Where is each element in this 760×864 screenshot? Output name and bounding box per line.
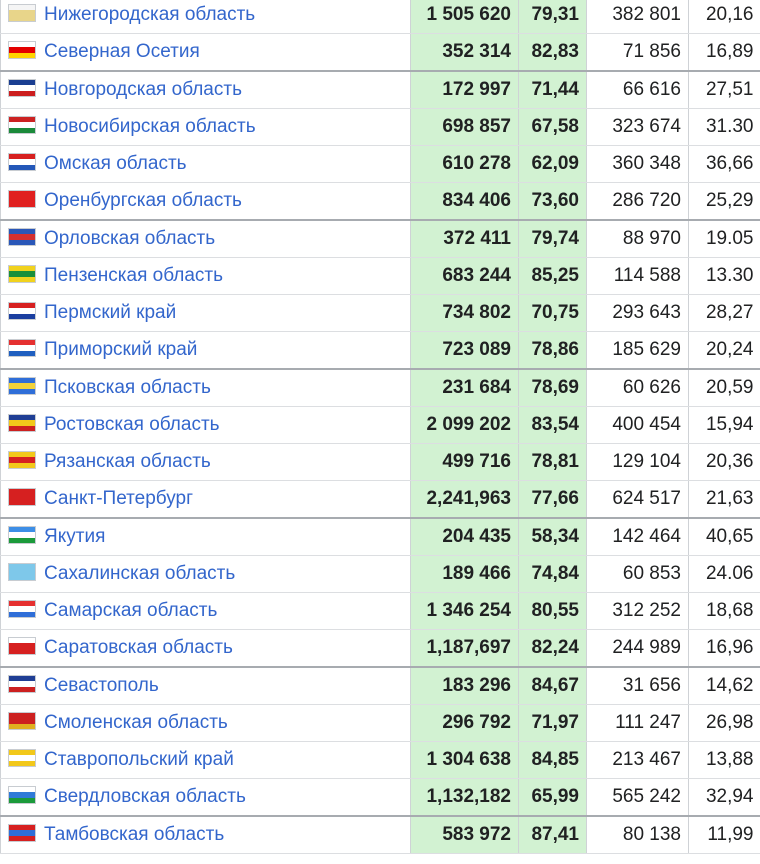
table-row [1, 295, 760, 332]
other-percent-cell: 20,16 [689, 0, 760, 34]
other-votes-cell: 111 247 [587, 705, 689, 742]
votes-cell: 499 716 [411, 444, 519, 481]
votes-cell: 698 857 [411, 109, 519, 146]
region-cell [1, 630, 411, 668]
region-cell [1, 71, 411, 109]
percent-cell: 73,60 [519, 183, 587, 221]
votes-cell: 723 089 [411, 332, 519, 370]
other-percent-cell: 21,63 [689, 481, 760, 519]
percent-cell: 82,24 [519, 630, 587, 668]
region-link[interactable]: Псковская область [44, 376, 211, 398]
region-flag-icon [8, 675, 36, 693]
other-percent-cell: 36,66 [689, 146, 760, 183]
other-percent-cell: 25,29 [689, 183, 760, 221]
region-cell [1, 667, 411, 705]
region-link[interactable]: Сахалинская область [44, 562, 236, 584]
other-votes-cell: 66 616 [587, 71, 689, 109]
table-row [1, 0, 760, 34]
percent-cell: 74,84 [519, 556, 587, 593]
results-table-body [1, 0, 760, 854]
other-votes-cell: 565 242 [587, 779, 689, 817]
percent-cell: 67,58 [519, 109, 587, 146]
region-link[interactable]: Пермский край [44, 301, 177, 323]
other-percent-cell: 32,94 [689, 779, 760, 817]
region-link[interactable]: Оренбургская область [44, 189, 242, 211]
table-row [1, 667, 760, 705]
region-link[interactable]: Севастополь [44, 674, 159, 696]
other-votes-cell: 286 720 [587, 183, 689, 221]
percent-cell: 62,09 [519, 146, 587, 183]
table-row [1, 593, 760, 630]
other-votes-cell: 244 989 [587, 630, 689, 668]
other-votes-cell: 293 643 [587, 295, 689, 332]
region-flag-icon [8, 414, 36, 432]
table-row [1, 183, 760, 221]
votes-cell: 1 346 254 [411, 593, 519, 630]
region-cell [1, 779, 411, 817]
region-flag-icon [8, 600, 36, 618]
region-cell [1, 816, 411, 854]
percent-cell: 70,75 [519, 295, 587, 332]
percent-cell: 65,99 [519, 779, 587, 817]
percent-cell: 78,86 [519, 332, 587, 370]
other-percent-cell: 16,89 [689, 34, 760, 72]
votes-cell: 189 466 [411, 556, 519, 593]
table-row [1, 258, 760, 295]
other-votes-cell: 360 348 [587, 146, 689, 183]
region-cell [1, 444, 411, 481]
region-flag-icon [8, 749, 36, 767]
table-row [1, 518, 760, 556]
votes-cell: 296 792 [411, 705, 519, 742]
region-link[interactable]: Пензенская область [44, 264, 223, 286]
votes-cell: 1 505 620 [411, 0, 519, 34]
table-row [1, 444, 760, 481]
table-row [1, 481, 760, 519]
table-row [1, 816, 760, 854]
table-row [1, 705, 760, 742]
region-link[interactable]: Северная Осетия [44, 40, 200, 62]
region-cell [1, 593, 411, 630]
other-votes-cell: 88 970 [587, 220, 689, 258]
region-cell [1, 183, 411, 221]
other-percent-cell: 18,68 [689, 593, 760, 630]
percent-cell: 77,66 [519, 481, 587, 519]
votes-cell: 2,241,963 [411, 481, 519, 519]
other-votes-cell: 60 853 [587, 556, 689, 593]
other-votes-cell: 142 464 [587, 518, 689, 556]
region-link[interactable]: Саратовская область [44, 636, 233, 658]
other-votes-cell: 31 656 [587, 667, 689, 705]
region-flag-icon [8, 637, 36, 655]
region-cell [1, 295, 411, 332]
other-percent-cell: 28,27 [689, 295, 760, 332]
percent-cell: 78,69 [519, 369, 587, 407]
region-cell [1, 481, 411, 519]
other-percent-cell: 24.06 [689, 556, 760, 593]
region-link[interactable]: Нижегородская область [44, 3, 256, 25]
other-votes-cell: 60 626 [587, 369, 689, 407]
region-cell [1, 369, 411, 407]
other-votes-cell: 323 674 [587, 109, 689, 146]
region-link[interactable]: Якутия [44, 525, 106, 547]
region-flag-icon [8, 339, 36, 357]
votes-cell: 1,187,697 [411, 630, 519, 668]
region-flag-icon [8, 824, 36, 842]
votes-cell: 204 435 [411, 518, 519, 556]
region-cell [1, 332, 411, 370]
region-cell [1, 34, 411, 72]
region-flag-icon [8, 563, 36, 581]
other-percent-cell: 26,98 [689, 705, 760, 742]
votes-cell: 583 972 [411, 816, 519, 854]
other-votes-cell: 213 467 [587, 742, 689, 779]
table-row [1, 630, 760, 668]
region-cell [1, 0, 411, 34]
table-row [1, 556, 760, 593]
region-cell [1, 705, 411, 742]
region-flag-icon [8, 377, 36, 395]
percent-cell: 79,31 [519, 0, 587, 34]
votes-cell: 172 997 [411, 71, 519, 109]
other-votes-cell: 114 588 [587, 258, 689, 295]
votes-cell: 1,132,182 [411, 779, 519, 817]
percent-cell: 84,67 [519, 667, 587, 705]
table-row [1, 109, 760, 146]
region-flag-icon [8, 228, 36, 246]
region-flag-icon [8, 116, 36, 134]
region-link[interactable]: Новгородская область [44, 78, 242, 100]
other-percent-cell: 27,51 [689, 71, 760, 109]
region-flag-icon [8, 79, 36, 97]
votes-cell: 352 314 [411, 34, 519, 72]
votes-cell: 734 802 [411, 295, 519, 332]
other-percent-cell: 20,36 [689, 444, 760, 481]
other-percent-cell: 20,24 [689, 332, 760, 370]
votes-cell: 834 406 [411, 183, 519, 221]
votes-cell: 610 278 [411, 146, 519, 183]
other-percent-cell: 16,96 [689, 630, 760, 668]
region-link[interactable]: Рязанская область [44, 450, 211, 472]
region-link[interactable]: Ставропольский край [44, 748, 234, 770]
region-cell [1, 518, 411, 556]
other-votes-cell: 71 856 [587, 34, 689, 72]
region-link[interactable]: Омская область [44, 152, 187, 174]
region-link[interactable]: Орловская область [44, 227, 216, 249]
region-link[interactable]: Самарская область [44, 599, 218, 621]
table-row [1, 146, 760, 183]
region-link[interactable]: Ростовская область [44, 413, 220, 435]
votes-cell: 183 296 [411, 667, 519, 705]
other-percent-cell: 20,59 [689, 369, 760, 407]
percent-cell: 82,83 [519, 34, 587, 72]
region-cell [1, 407, 411, 444]
votes-cell: 231 684 [411, 369, 519, 407]
votes-cell: 372 411 [411, 220, 519, 258]
region-flag-icon [8, 488, 36, 506]
table-row [1, 407, 760, 444]
percent-cell: 58,34 [519, 518, 587, 556]
other-percent-cell: 40,65 [689, 518, 760, 556]
region-flag-icon [8, 41, 36, 59]
table-row [1, 71, 760, 109]
other-percent-cell: 14,62 [689, 667, 760, 705]
region-link[interactable]: Свердловская область [44, 785, 246, 807]
region-flag-icon [8, 265, 36, 283]
percent-cell: 84,85 [519, 742, 587, 779]
other-percent-cell: 13.30 [689, 258, 760, 295]
region-flag-icon [8, 302, 36, 320]
other-percent-cell: 15,94 [689, 407, 760, 444]
region-flag-icon [8, 712, 36, 730]
table-row [1, 369, 760, 407]
region-flag-icon [8, 451, 36, 469]
votes-cell: 2 099 202 [411, 407, 519, 444]
table-row [1, 332, 760, 370]
votes-cell: 683 244 [411, 258, 519, 295]
region-cell [1, 146, 411, 183]
table-row [1, 34, 760, 72]
table-row [1, 220, 760, 258]
other-votes-cell: 382 801 [587, 0, 689, 34]
percent-cell: 85,25 [519, 258, 587, 295]
other-percent-cell: 13,88 [689, 742, 760, 779]
region-cell [1, 556, 411, 593]
percent-cell: 80,55 [519, 593, 587, 630]
percent-cell: 87,41 [519, 816, 587, 854]
other-votes-cell: 80 138 [587, 816, 689, 854]
table-row [1, 742, 760, 779]
percent-cell: 78,81 [519, 444, 587, 481]
percent-cell: 71,97 [519, 705, 587, 742]
percent-cell: 71,44 [519, 71, 587, 109]
region-link[interactable]: Санкт-Петербург [44, 487, 194, 509]
region-flag-icon [8, 4, 36, 22]
region-link[interactable]: Новосибирская область [44, 115, 256, 137]
other-votes-cell: 400 454 [587, 407, 689, 444]
votes-cell: 1 304 638 [411, 742, 519, 779]
other-percent-cell: 19.05 [689, 220, 760, 258]
region-link[interactable]: Смоленская область [44, 711, 228, 733]
other-percent-cell: 11,99 [689, 816, 760, 854]
region-cell [1, 109, 411, 146]
region-link[interactable]: Тамбовская область [44, 823, 225, 845]
other-percent-cell: 31.30 [689, 109, 760, 146]
other-votes-cell: 129 104 [587, 444, 689, 481]
region-cell [1, 742, 411, 779]
region-flag-icon [8, 190, 36, 208]
table-row [1, 779, 760, 817]
percent-cell: 79,74 [519, 220, 587, 258]
region-flag-icon [8, 786, 36, 804]
region-cell [1, 220, 411, 258]
region-cell [1, 258, 411, 295]
region-link[interactable]: Приморский край [44, 338, 198, 360]
percent-cell: 83,54 [519, 407, 587, 444]
other-votes-cell: 312 252 [587, 593, 689, 630]
region-flag-icon [8, 153, 36, 171]
other-votes-cell: 624 517 [587, 481, 689, 519]
other-votes-cell: 185 629 [587, 332, 689, 370]
region-flag-icon [8, 526, 36, 544]
